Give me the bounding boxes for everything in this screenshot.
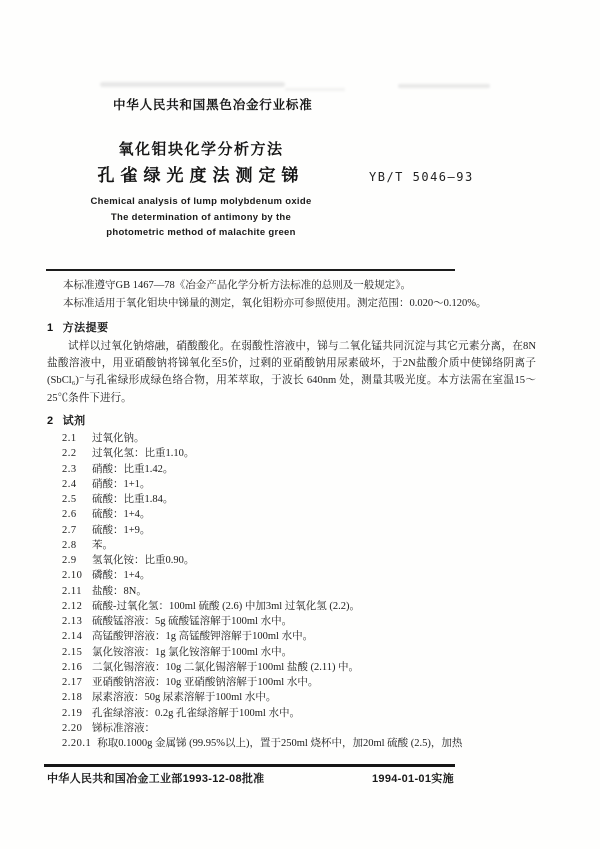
section2-number: 2: [47, 415, 54, 427]
document-title-en-line2: The determination of antimony by the: [110, 211, 292, 223]
document-title-cn-line1: 氧化钼块化学分析方法: [118, 141, 284, 158]
reagent-number: 2.4: [62, 478, 77, 490]
reagent-number: 2.9: [62, 555, 77, 566]
reagent-item: [47, 492, 559, 507]
reagent-text: 硫酸：1+9。: [92, 524, 151, 536]
reagent-number: 2.5: [62, 494, 77, 505]
reagent-item: [47, 584, 559, 599]
reagent-text: 高锰酸钾溶液：1g 高锰酸钾溶解于100ml 水中。: [92, 631, 314, 643]
reagent-item: [47, 431, 559, 446]
reagent-number: 2.6: [62, 509, 77, 521]
reagent-number: 2.20: [62, 722, 83, 734]
document-title-en-line3: photometric method of malachite green: [106, 227, 296, 238]
reagent-text: 氯化铵溶液：1g 氯化铵溶解于100ml 水中。: [92, 646, 293, 658]
reagent-item: [47, 645, 559, 660]
document-title-en: [40, 194, 362, 241]
standard-org-label: 中华人民共和国黑色冶金行业标准: [113, 98, 313, 112]
section1-number: 1: [47, 322, 54, 334]
document-title-en-line1: Chemical analysis of lump molybdenum oxide: [90, 196, 312, 207]
reagent-item: [47, 660, 559, 675]
reagent-text: 过氧化氢：比重1.10。: [92, 448, 195, 460]
foreword-line1: 本标准遵守GB 1467—78《冶金产品化学分析方法标准的总则及一般规定》。: [63, 280, 411, 291]
reagent-text: 二氯化锡溶液：10g 二氯化锡溶解于100ml 盐酸 (2.11) 中。: [92, 661, 360, 673]
reagent-number: 2.15: [62, 646, 83, 658]
reagent-text: 锑标准溶液：: [92, 722, 155, 734]
reagent-text: 尿素溶液：50g 尿素溶解于100ml 水中。: [92, 692, 277, 704]
reagent-item: [47, 568, 559, 583]
reagent-item: [47, 538, 559, 553]
section2-title: 试剂: [62, 415, 86, 427]
section2-heading: [47, 412, 86, 428]
scan-smudge: [285, 88, 345, 91]
section1-body: 试样以过氧化钠熔融，硝酸酸化。在弱酸性溶液中，锑与二氧化锰共同沉淀与其它元素分离，在8N盐酸溶液中，用亚硝酸钠将锑氧化至5价，过剩的亚硝酸钠用尿素破坏，于2N盐酸介质中使锑络阴离子(SbCl₆)⁻与孔雀绿形成绿色络合物，用苯萃取，于波长 640nm 处，测量其吸光度。本方法需在室温15～25℃条件下进行。: [47, 341, 536, 404]
reagent-text: 孔雀绿溶液：0.2g 孔雀绿溶解于100ml 水中。: [92, 707, 300, 719]
reagent-text: 盐酸：8N。: [92, 585, 147, 597]
reagent-number: 2.18: [62, 692, 83, 704]
reagent-number: 2.13: [62, 616, 83, 627]
reagent-number: 2.12: [62, 600, 83, 612]
section1-heading: [47, 319, 109, 335]
reagent-item: [47, 721, 559, 736]
foreword-block: [47, 277, 559, 312]
footer-approval: 中华人民共和国冶金工业部1993-12-08批准: [47, 773, 265, 785]
reagent-item: [47, 736, 559, 751]
footer-implementation-date: 1994-01-01实施: [372, 773, 454, 785]
reagent-number: 2.3: [62, 463, 77, 475]
reagent-number: 2.7: [62, 524, 77, 536]
reagent-item: [47, 507, 559, 522]
reagent-number: 2.16: [62, 661, 83, 673]
reagent-item: [47, 553, 559, 568]
reagent-item: [47, 675, 559, 690]
scan-smudge: [100, 82, 285, 87]
reagent-number: 2.17: [62, 677, 83, 688]
reagent-item: [47, 446, 559, 461]
reagent-item: [47, 523, 559, 538]
reagent-text: 苯。: [92, 539, 113, 551]
reagent-item: [47, 629, 559, 644]
foreword-line2: 本标准适用于氧化钼块中锑量的测定，氧化钼粉亦可参照使用。测定范围：0.020～0.120%。: [63, 297, 487, 309]
reagent-item: [47, 690, 559, 705]
reagent-list: [47, 431, 559, 751]
reagent-text: 硝酸：比重1.42。: [92, 463, 174, 475]
standard-number: YB/T 5046—93: [369, 170, 474, 184]
reagent-item: [47, 477, 559, 492]
reagent-number: 2.1: [62, 433, 77, 444]
reagent-number: 2.8: [62, 539, 77, 551]
reagent-item: [47, 599, 559, 614]
reagent-item: [47, 706, 559, 721]
reagent-text: 硫酸：比重1.84。: [92, 494, 174, 505]
document-title-cn-line2: 孔雀绿光度法测定锑: [97, 166, 305, 185]
reagent-text: 硫酸：1+4。: [92, 509, 151, 521]
reagent-text: 称取0.1000g 金属锑 (99.95%以上)，置于250ml 烧杯中，加20ml 硫酸 (2.5)，加热: [97, 738, 463, 749]
reagent-text: 磷酸：1+4。: [92, 570, 151, 582]
reagent-item: [47, 462, 559, 477]
reagent-text: 硝酸：1+1。: [92, 478, 151, 490]
section1-title: 方法提要: [62, 322, 109, 334]
reagent-text: 氢氧化铵：比重0.90。: [92, 555, 195, 566]
reagent-number: 2.19: [62, 707, 83, 719]
reagent-item: [47, 614, 559, 629]
header-divider-rule: [46, 269, 455, 271]
footer-divider-rule: [44, 764, 455, 767]
reagent-text: 过氧化钠。: [92, 433, 145, 444]
reagent-number: 2.2: [62, 448, 77, 460]
scan-smudge: [398, 84, 490, 88]
reagent-number: 2.10: [62, 570, 83, 582]
reagent-text: 亚硝酸钠溶液：10g 亚硝酸钠溶解于100ml 水中。: [92, 677, 319, 688]
reagent-number: 2.20.1: [62, 738, 92, 749]
reagent-text: 硫酸-过氧化氢：100ml 硫酸 (2.6) 中加3ml 过氧化氢 (2.2)。: [92, 600, 361, 612]
reagent-number: 2.14: [62, 631, 83, 643]
reagent-text: 硫酸锰溶液：5g 硫酸锰溶解于100ml 水中。: [92, 616, 293, 627]
reagent-number: 2.11: [62, 585, 82, 597]
